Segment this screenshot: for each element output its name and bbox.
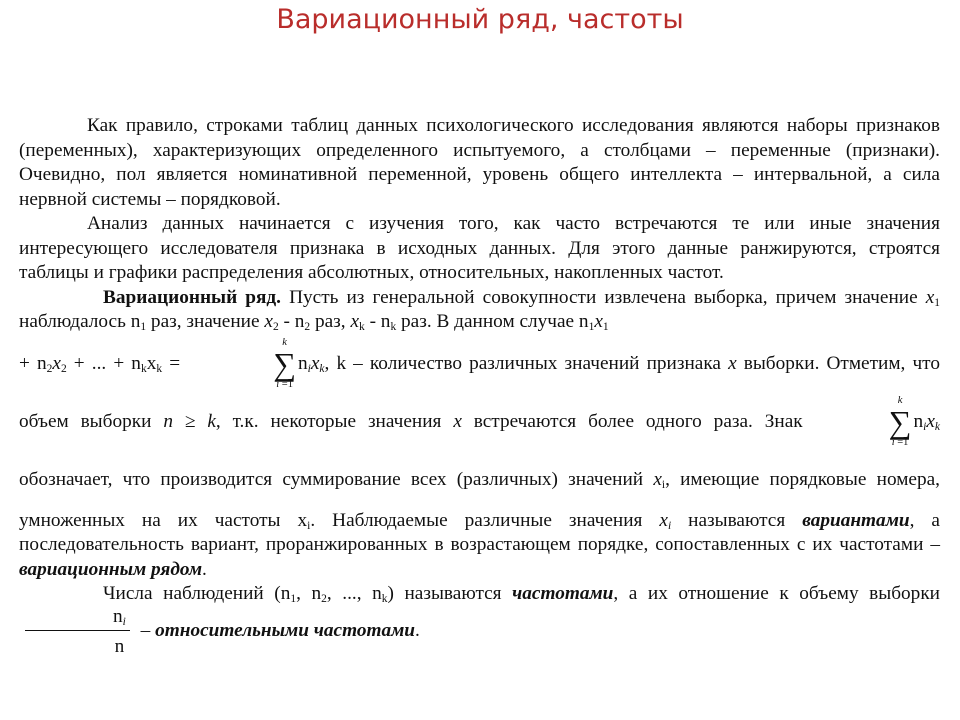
paragraph-intro: Как правило, строками таблиц данных психологического исследования являются наборы признаков (переменных), характеризующих определенного испытуемого, а столбцами – переменные (признаки). Очевидно, пол является номинативной переменной, уровень общего интеллекта – интервальной, а сила нервной системы – порядковой. [19, 115, 940, 210]
paragraph-analysis: Анализ данных начинается с изучения того, как часто встречаются те или иные значения интересующего исследователя признака в исходных данных. Для этого данные ранжируются, строятся таблицы и графики распределения абсолютных, относительных, накопленных частот. [19, 213, 940, 283]
slide-title: Вариационный ряд, частоты [276, 4, 684, 35]
summation-sign: k ∑ i =1 [888, 395, 912, 449]
term-frequencies: частотами [512, 583, 614, 604]
paragraph-frequencies: Числа наблюдений ($n_1$, $n_2$, ..., $n_k$) называются частотами, а их отношение к объему выборки $\frac{n_i}{n}$ – относительными частотами. [19, 582, 940, 656]
relative-frequency-fraction: $\frac{n_i}{n}$ [25, 607, 130, 657]
body-text [19, 114, 940, 656]
sigma-symbol: ∑ [273, 346, 296, 383]
paragraph-variation-series: Вариационный ряд. Пусть из генеральной совокупности извлечена выборка, причем значение $x_1$ наблюдалось $n_1$ раз, значение $x_2 - n_2$ раз, $x_k - n_k$ раз. В данном случае $n_1x_1$ + $n_2x_2$ + ... + $n_kx_k$ = k ∑ i =1 $n_ix_k$, k – количество различных значений признака x выборки. Отметим, что объем выборки n ≥ k, т.к. некоторые значения x встречаются более одного раза. Знак k ∑ i =1 $n_ix_k$ обозначает, что производится суммирование всех (различных) значений $x_i$, имеющие порядковые номера, умноженных на их частоты $x_i$. Наблюдаемые различные значения $x_i$ называются вариантами, а последовательность вариант, проранжированных в возрастающем порядке, сопоставленных с их частотами – вариационным рядом. [19, 286, 941, 580]
summation-formula: k ∑ i =1 [189, 337, 296, 391]
term-variation-series: Вариационный ряд. [103, 286, 282, 308]
term-var-series: вариационным рядом [19, 558, 203, 580]
term-relative-frequencies: относительными частотами [155, 619, 416, 641]
term-variants: вариантами [802, 509, 910, 531]
